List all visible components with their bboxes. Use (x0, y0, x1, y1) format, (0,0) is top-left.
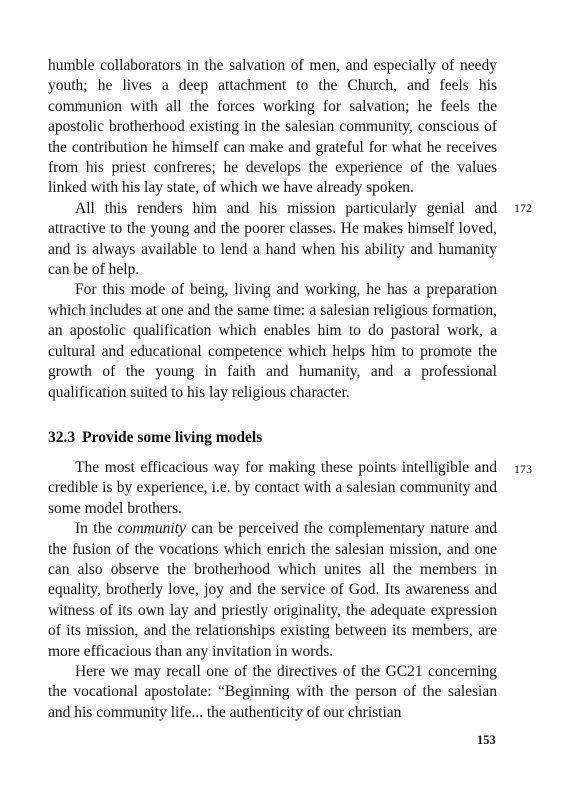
page-number: 153 (477, 733, 496, 747)
paragraph-gc21-directive: Here we may recall one of the directives of the GC21 concerning the vocational apostolate: “Beginning with the person of the salesian and his community life... the authenticity of our christian (48, 663, 497, 721)
paragraph-collaborators: humble collaborators in the salvation of men, and especially of needy youth; he lives a deep attachment to the Church, and feels his communion with all the forces working for salvation; he feels the apostolic brotherhood existing in the salesian community, conscious of the contribution he himself can make and grateful for what he receives from his priest confreres; he develops the experience of the values linked with his lay state, of which we have already spoken. (48, 57, 497, 197)
section-heading-number: 32.3 (48, 429, 76, 446)
paragraph-community-rest: can be perceived the complementary nature and the fusion of the vocations which enrich the salesian mission, and one can also observe the brotherhood which unites all the members in equality, brotherly love, joy and the service of God. Its awareness and witness of its own lay and priestly originality, the adequate expression of its mission, and the relationships existing between its members, are more efficacious than any invitation in words. (48, 520, 497, 660)
section-models-body (48, 458, 497, 723)
paragraph-community-prefix: In the (75, 520, 118, 538)
margin-number-173: 173 (514, 462, 532, 476)
paragraph-community (48, 519, 497, 662)
margin-number-172: 172 (514, 201, 532, 215)
section-heading (48, 428, 262, 448)
paragraph-preparation: For this mode of being, living and working, he has a preparation which includes at one and the same time: a salesian religious formation, an apostolic qualification which enables him to do pastoral work, a cultural and educational competence which helps him to promote the growth of the young in faith and humanity, and a professional qualification suited to his lay religious character. (48, 281, 497, 401)
paragraph-efficacious-way: The most efficacious way for making these points intelligible and credible is by experience, i.e. by contact with a salesian community and some model brothers. (48, 459, 497, 517)
section-top-body (48, 56, 497, 403)
section-heading-title: Provide some living models (82, 429, 263, 446)
paragraph-genial: All this renders him and his mission particularly genial and attractive to the young and the poorer classes. He makes himself loved, and is always available to lend a hand when his ability and humanity can be of help. (48, 199, 497, 279)
paragraph-community-emphasis: community (117, 520, 186, 538)
